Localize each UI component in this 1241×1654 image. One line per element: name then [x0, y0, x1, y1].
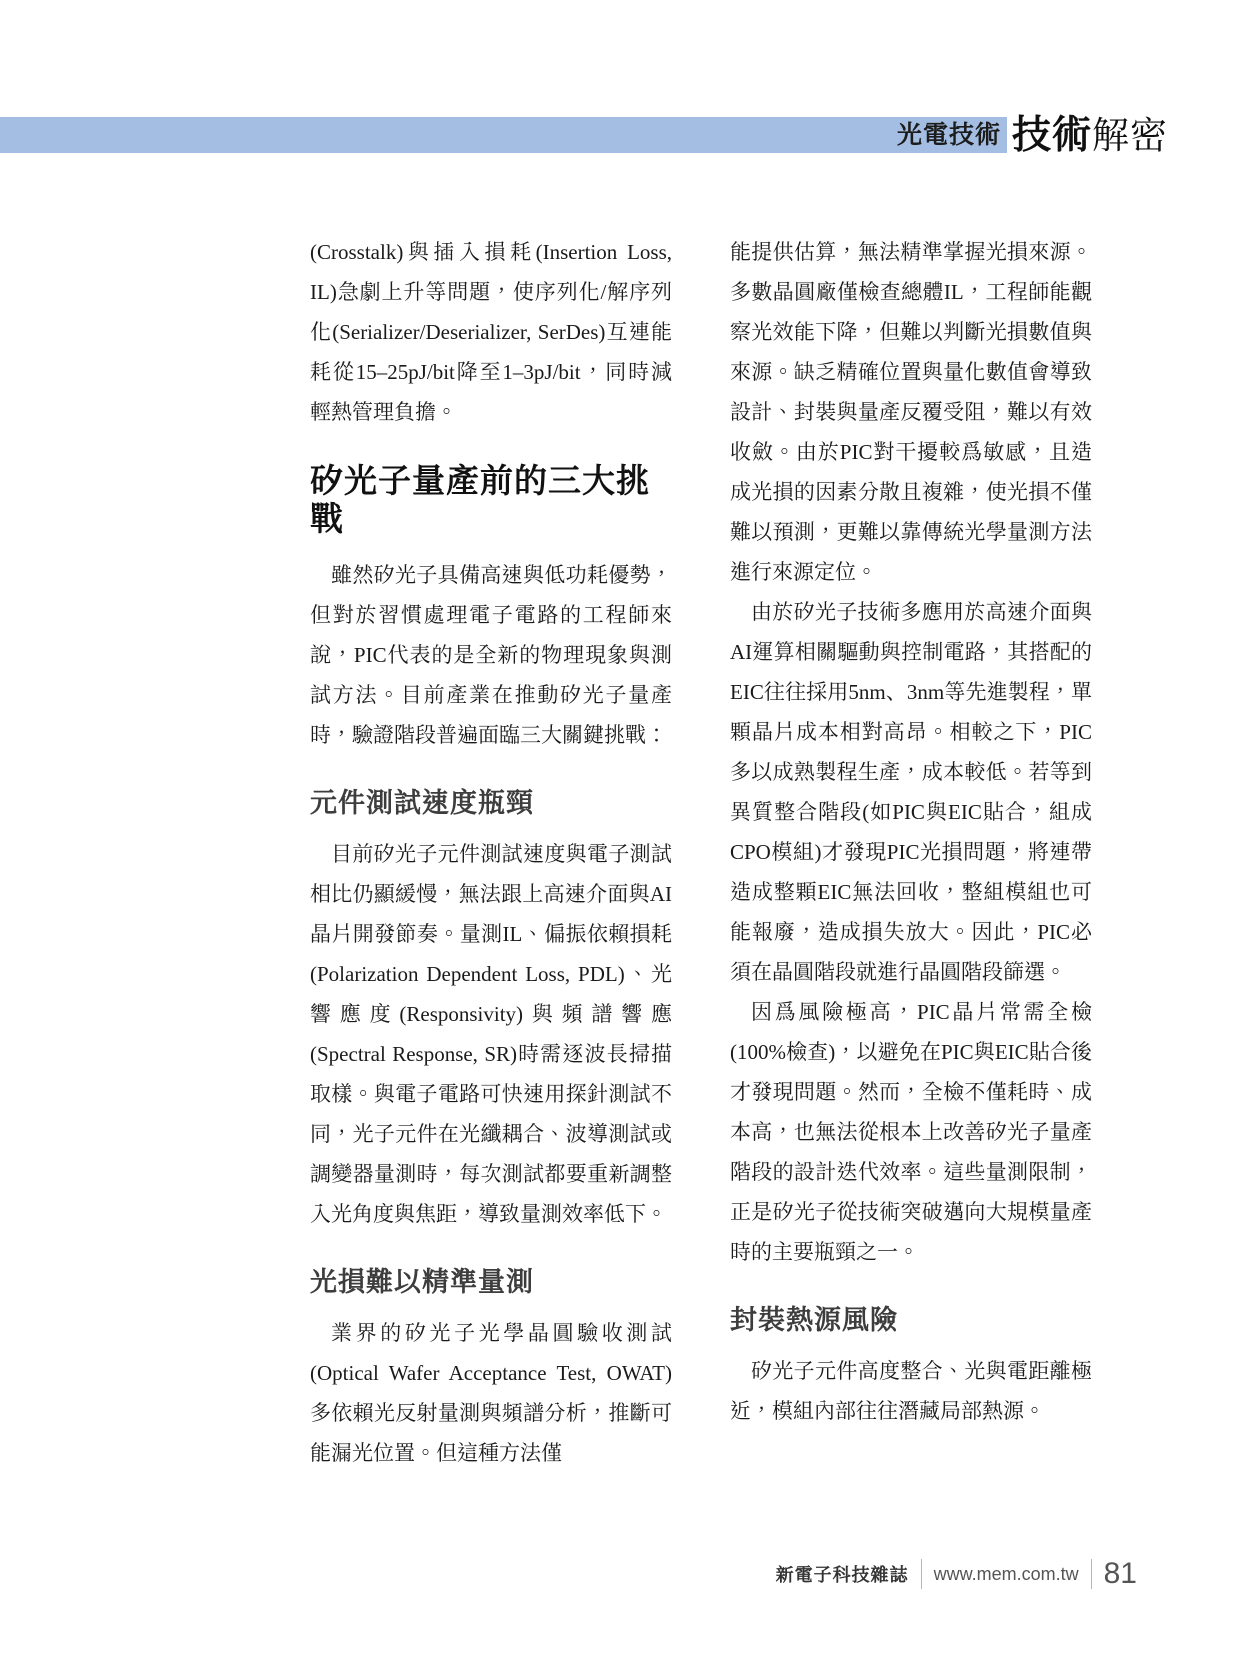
right-column	[730, 232, 1092, 1431]
paragraph-full-inspection: 因爲風險極高，PIC晶片常需全檢(100%檢查)，以避免在PIC與EIC貼合後才發現問題。然而，全檢不僅耗時、成本高，也無法從根本上改善矽光子量產階段的設計迭代效率。這些量測限制，正是矽光子從技術突破邁向大規模量產時的主要瓶頸之一。	[730, 1000, 1092, 1264]
sub-heading-optical-loss-measurement: 光損難以精準量測	[310, 1266, 534, 1297]
website-url: www.mem.com.tw	[933, 1563, 1079, 1584]
paragraph-eic-cost: 由於矽光子技術多應用於高速介面與AI運算相關驅動與控制電路，其搭配的EIC往往採用5nm、3nm等先進製程，單顆晶片成本相對高昂。相較之下，PIC多以成熟製程生產，成本較低。若等到異質整合階段(如PIC與EIC貼合，組成CPO模組)才發現PIC光損問題，將連帶造成整顆EIC無法回收，整組模組也可能報廢，造成損失放大。因此，PIC必須在晶圓階段就進行晶圓階段篩選。	[730, 600, 1092, 984]
series-title-light: 解密	[1092, 114, 1169, 156]
paragraph-owat: 業界的矽光子光學晶圓驗收測試(Optical Wafer Acceptance Test, OWAT)多依賴光反射量測與頻譜分析，推斷可能漏光位置。但這種方法僅	[310, 1320, 672, 1465]
left-column	[310, 232, 672, 1473]
paragraph-test-speed: 目前矽光子元件測試速度與電子測試相比仍顯緩慢，無法跟上高速介面與AI晶片開發節奏。量測IL、偏振依賴損耗(Polarization Dependent Loss, PDL)、光響應度(Responsivity)與頻譜響應(Spectral Response, SR)時需逐波長掃描取樣。與電子電路可快速用探針測試不同，光子元件在光纖耦合、波導測試或調變器量測時，每次測試都要重新調整入光角度與焦距，導致量測效率低下。	[310, 841, 672, 1226]
page-footer	[776, 1556, 1137, 1592]
series-title	[1012, 112, 1168, 158]
category-band	[0, 117, 1007, 153]
magazine-name: 新電子科技雜誌	[775, 1565, 909, 1585]
page-number: 81	[1103, 1557, 1137, 1590]
sub-heading-packaging-heat-risk: 封裝熱源風險	[730, 1305, 898, 1335]
series-title-bold: 技術	[1012, 113, 1093, 157]
paragraph-crosstalk: (Crosstalk)與插入損耗(Insertion Loss, IL)急劇上升等問題，使序列化/解序列化(Serializer/Deserializer, SerDes)互連能耗從15–25pJ/bit降至1–3pJ/bit，同時減輕熱管理負擔。	[310, 240, 672, 424]
paragraph-intro-challenges: 雖然矽光子具備高速與低功耗優勢，但對於習慣處理電子電路的工程師來說，PIC代表的是全新的物理現象與測試方法。目前產業在推動矽光子量產時，驗證階段普遍面臨三大關鍵挑戰：	[310, 562, 672, 747]
sub-heading-test-speed-bottleneck: 元件測試速度瓶頸	[310, 787, 534, 818]
section-heading-three-challenges: 矽光子量產前的三大挑戰	[310, 462, 650, 537]
paragraph-loss-source: 能提供估算，無法精準掌握光損來源。多數晶圓廠僅檢查總體IL，工程師能觀察光效能下降，但難以判斷光損數值與來源。缺乏精確位置與量化數值會導致設計、封裝與量產反覆受阻，難以有效收斂。由於PIC對干擾較爲敏感，且造成光損的因素分散且複雜，使光損不僅難以預測，更難以靠傳統光學量測方法進行來源定位。	[730, 240, 1092, 584]
footer-divider	[1091, 1559, 1092, 1589]
category-label: 光電技術	[896, 120, 1001, 149]
paragraph-heat-source: 矽光子元件高度整合、光與電距離極近，模組內部往往潛藏局部熱源。	[730, 1359, 1092, 1424]
footer-divider	[921, 1559, 922, 1589]
